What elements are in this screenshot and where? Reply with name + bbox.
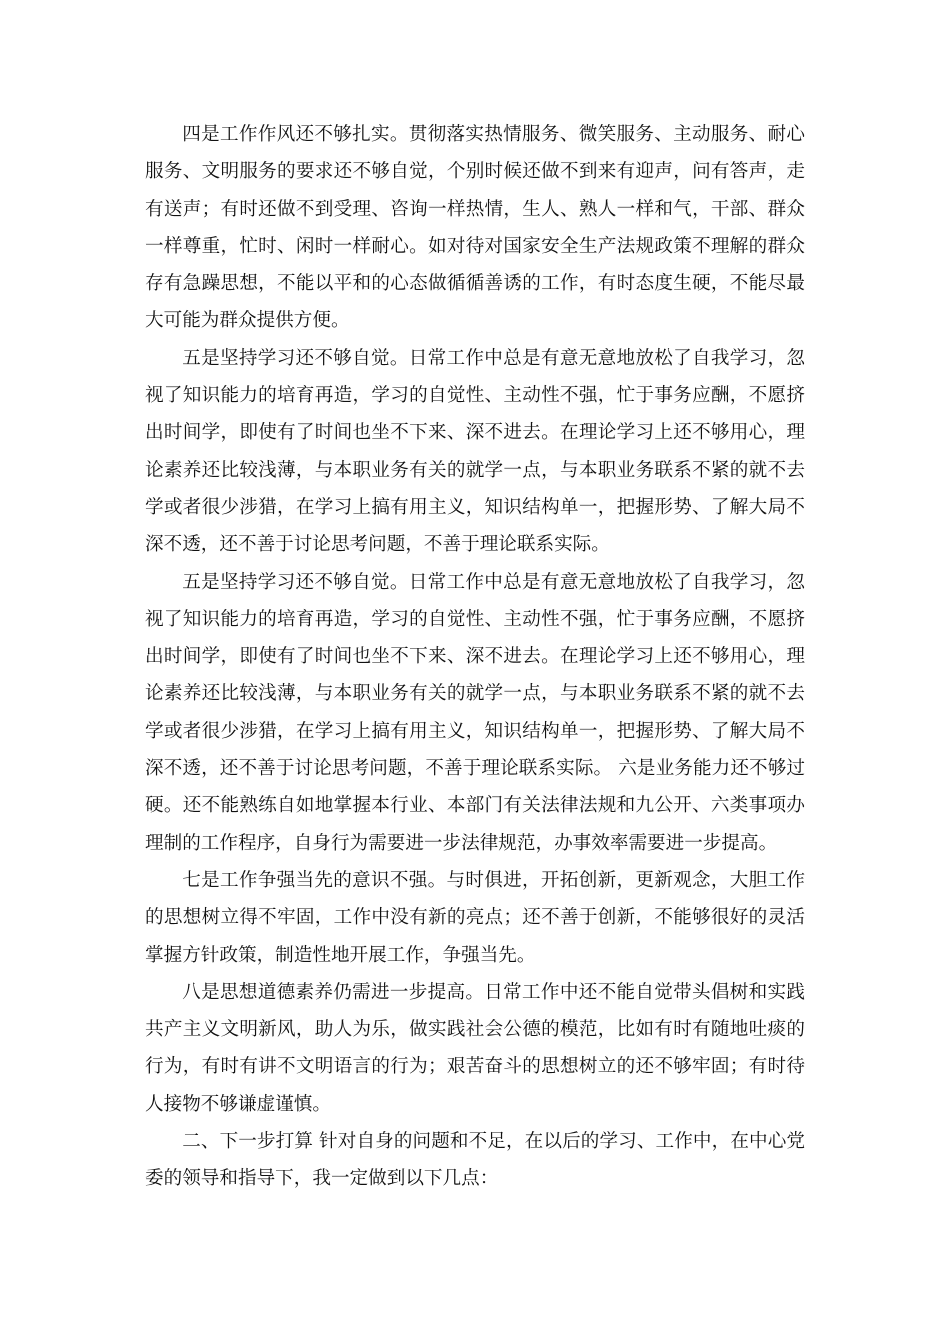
paragraph-next-steps: 二、下一步打算 针对自身的问题和不足，在以后的学习、工作中，在中心党委的领导和指导下，我一定做到以下几点： xyxy=(145,1131,805,1190)
paragraph-moral-quality: 八是思想道德素养仍需进一步提高。日常工作中还不能自觉带头倡树和实践共产主义文明新风，助人为乐，做实践社会公德的模范，比如有时有随地吐痰的行为，有时有讲不文明语言的行为；艰苦奋斗的思想树立的还不够牢固；有时待人接物不够谦虚谨慎。 xyxy=(145,981,805,1115)
paragraph-work-style: 四是工作作风还不够扎实。贯彻落实热情服务、微笑服务、主动服务、耐心服务、文明服务的要求还不够自觉，个别时候还做不到来有迎声，问有答声，走有送声；有时还做不到受理、咨询一样热情，生人、熟人一样和气，干部、群众一样尊重，忙时、闲时一样耐心。如对待对国家安全生产法规政策不理解的群众存有急躁思想，不能以平和的心态做循循善诱的工作，有时态度生硬，不能尽最大可能为群众提供方便。 xyxy=(145,124,805,332)
document-body xyxy=(145,116,805,1198)
paragraph-study-habits: 五是坚持学习还不够自觉。日常工作中总是有意无意地放松了自我学习，忽视了知识能力的培育再造，学习的自觉性、主动性不强，忙于事务应酬，不愿挤出时间学，即使有了时间也坐不下来、深不进去。在理论学习上还不够用心，理论素养还比较浅薄，与本职业务有关的就学一点，与本职业务联系不紧的就不去学或者很少涉猎，在学习上搞有用主义，知识结构单一，把握形势、了解大局不深不透，还不善于讨论思考问题，不善于理论联系实际。 xyxy=(145,347,805,556)
paragraph-study-and-business-ability: 五是坚持学习还不够自觉。日常工作中总是有意无意地放松了自我学习，忽视了知识能力的培育再造，学习的自觉性、主动性不强，忙于事务应酬，不愿挤出时间学，即使有了时间也坐不下来、深不进去。在理论学习上还不够用心，理论素养还比较浅薄，与本职业务有关的就学一点，与本职业务联系不紧的就不去学或者很少涉猎，在学习上搞有用主义，知识结构单一，把握形势、了解大局不深不透，还不善于讨论思考问题，不善于理论联系实际。 六是业务能力还不够过硬。还不能熟练自如地掌握本行业、本部门有关法律法规和九公开、六类事项办理制的工作程序，自身行为需要进一步法律规范，办事效率需要进一步提高。 xyxy=(145,571,805,854)
paragraph-striving-awareness: 七是工作争强当先的意识不强。与时俱进，开拓创新，更新观念，大胆工作的思想树立得不牢固，工作中没有新的亮点；还不善于创新，不能够很好的灵活掌握方针政策，制造性地开展工作，争强当先。 xyxy=(145,869,805,966)
